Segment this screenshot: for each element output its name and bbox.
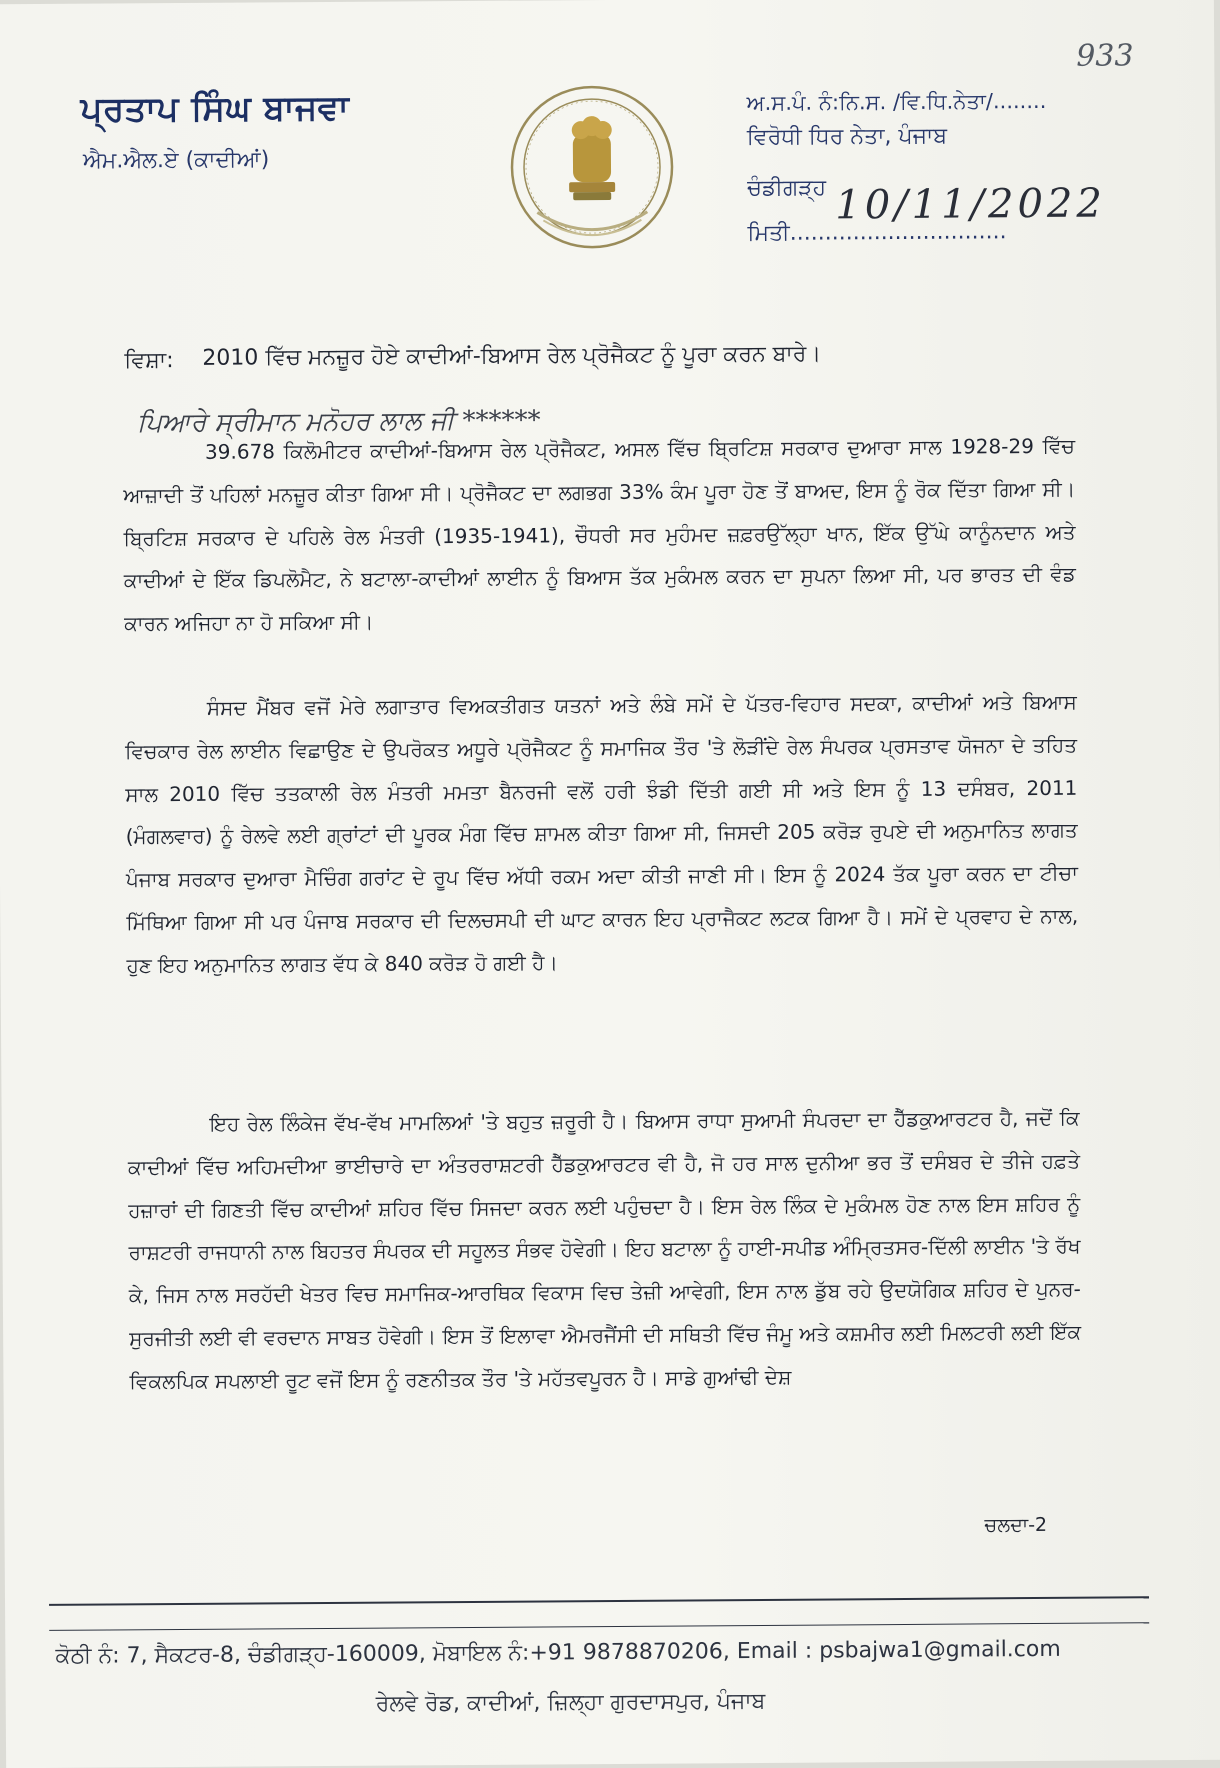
subject-label: ਵਿਸ਼ਾ:: [124, 348, 174, 374]
sender-title: ਐਮ.ਐਲ.ਏ (ਕਾਦੀਆਂ): [82, 147, 270, 174]
subject-text: 2010 ਵਿੱਚ ਮਨਜ਼ੂਰ ਹੋਏ ਕਾਦੀਆਂ-ਬਿਆਸ ਰੇਲ ਪ੍ਰੋਜੈਕਟ ਨੂੰ ਪੂਰਾ ਕਰਨ ਬਾਰੇ।: [202, 341, 822, 371]
body-paragraph-1: 39.678 ਕਿਲੋਮੀਟਰ ਕਾਦੀਆਂ-ਬਿਆਸ ਰੇਲ ਪ੍ਰੋਜੈਕਟ, ਅਸਲ ਵਿੱਚ ਬ੍ਰਿਟਿਸ਼ ਸਰਕਾਰ ਦੁਆਰਾ ਸਾਲ 1928-29 ਵਿੱਚ ਆਜ਼ਾਦੀ ਤੋਂ ਪਹਿਲਾਂ ਮਨਜ਼ੂਰ ਕੀਤਾ ਗਿਆ ਸੀ। ਪ੍ਰੋਜੈਕਟ ਦਾ ਲਗਭਗ 33% ਕੰਮ ਪੂਰਾ ਹੋਣ ਤੋਂ ਬਾਅਦ, ਇਸ ਨੂੰ ਰੋਕ ਦਿੱਤਾ ਗਿਆ ਸੀ। ਬ੍ਰਿਟਿਸ਼ ਸਰਕਾਰ ਦੇ ਪਹਿਲੇ ਰੇਲ ਮੰਤਰੀ (1935-1941), ਚੌਧਰੀ ਸਰ ਮੁਹੰਮਦ ਜ਼ਫ਼ਰਉੱਲ੍ਹਾ ਖਾਨ, ਇੱਕ ਉੱਘੇ ਕਾਨੂੰਨਦਾਨ ਅਤੇ ਕਾਦੀਆਂ ਦੇ ਇੱਕ ਡਿਪਲੋਮੈਟ, ਨੇ ਬਟਾਲਾ-ਕਾਦੀਆਂ ਲਾਈਨ ਨੂੰ ਬਿਆਸ ਤੱਕ ਮੁਕੰਮਲ ਕਰਨ ਦਾ ਸੁਪਨਾ ਲਿਆ ਸੀ, ਪਰ ਭਾਰਤ ਦੀ ਵੰਡ ਕਾਰਨ ਅਜਿਹਾ ਨਾ ਹੋ ਸਕਿਆ ਸੀ।: [123, 433, 1076, 636]
handwritten-salutation: ਪਿਆਰੇ ਸ੍ਰੀਮਾਨ ਮਨੋਹਰ ਲਾਲ ਜੀ ******: [136, 405, 541, 439]
state-emblem-seal-icon: [506, 82, 677, 253]
continued-marker: ਚਲਦਾ-2: [984, 1513, 1048, 1537]
body-paragraph-2: ਸੰਸਦ ਮੈਂਬਰ ਵਜੋਂ ਮੇਰੇ ਲਗਾਤਾਰ ਵਿਅਕਤੀਗਤ ਯਤਨਾਂ ਅਤੇ ਲੰਬੇ ਸਮੇਂ ਦੇ ਪੱਤਰ-ਵਿਹਾਰ ਸਦਕਾ, ਕਾਦੀਆਂ ਅਤੇ ਬਿਆਸ ਵਿਚਕਾਰ ਰੇਲ ਲਾਈਨ ਵਿਛਾਉਣ ਦੇ ਉਪਰੋਕਤ ਅਧੂਰੇ ਪ੍ਰੋਜੈਕਟ ਨੂੰ ਸਮਾਜਿਕ ਤੌਰ 'ਤੇ ਲੋੜੀਂਦੇ ਰੇਲ ਸੰਪਰਕ ਪ੍ਰਸਤਾਵ ਯੋਜਨਾ ਦੇ ਤਹਿਤ ਸਾਲ 2010 ਵਿੱਚ ਤਤਕਾਲੀ ਰੇਲ ਮੰਤਰੀ ਮਮਤਾ ਬੈਨਰਜੀ ਵਲੋਂ ਹਰੀ ਝੰਡੀ ਦਿੱਤੀ ਗਈ ਸੀ ਅਤੇ ਇਸ ਨੂੰ 13 ਦਸੰਬਰ, 2011 (ਮੰਗਲਵਾਰ) ਨੂੰ ਰੇਲਵੇ ਲਈ ਗ੍ਰਾਂਟਾਂ ਦੀ ਪੂਰਕ ਮੰਗ ਵਿੱਚ ਸ਼ਾਮਲ ਕੀਤਾ ਗਿਆ ਸੀ, ਜਿਸਦੀ 205 ਕਰੋੜ ਰੁਪਏ ਦੀ ਅਨੁਮਾਨਿਤ ਲਾਗਤ ਪੰਜਾਬ ਸਰਕਾਰ ਦੁਆਰਾ ਮੈਚਿੰਗ ਗਰਾਂਟ ਦੇ ਰੂਪ ਵਿੱਚ ਅੱਧੀ ਰਕਮ ਅਦਾ ਕੀਤੀ ਜਾਣੀ ਸੀ। ਇਸ ਨੂੰ 2024 ਤੱਕ ਪੂਰਾ ਕਰਨ ਦਾ ਟੀਚਾ ਮਿੱਥਿਆ ਗਿਆ ਸੀ ਪਰ ਪੰਜਾਬ ਸਰਕਾਰ ਦੀ ਦਿਲਚਸਪੀ ਦੀ ਘਾਟ ਕਾਰਨ ਇਹ ਪ੍ਰਾਜੈਕਟ ਲਟਕ ਗਿਆ ਹੈ। ਸਮੇਂ ਦੇ ਪ੍ਰਵਾਹ ਦੇ ਨਾਲ, ਹੁਣ ਇਹ ਅਨੁਮਾਨਿਤ ਲਾਗਤ ਵੱਧ ਕੇ 840 ਕਰੋੜ ਹੋ ਗਈ ਹੈ।: [124, 689, 1079, 978]
date-label: ਮਿਤੀ...............................: [747, 219, 1007, 247]
handwritten-date: 10/11/2022: [835, 180, 1106, 229]
reference-number: 933: [1076, 38, 1134, 74]
footer-location: ਰੇਲਵੇ ਰੋਡ, ਕਾਦੀਆਂ, ਜ਼ਿਲ੍ਹਾ ਗੁਰਦਾਸਪੁਰ, ਪੰਜਾਬ: [375, 1688, 766, 1717]
body-paragraph-3: ਇਹ ਰੇਲ ਲਿੰਕੇਜ ਵੱਖ-ਵੱਖ ਮਾਮਲਿਆਂ 'ਤੇ ਬਹੁਤ ਜ਼ਰੂਰੀ ਹੈ। ਬਿਆਸ ਰਾਧਾ ਸੁਆਮੀ ਸੰਪਰਦਾ ਦਾ ਹੈੱਡਕੁਆਰਟਰ ਹੈ, ਜਦੋਂ ਕਿ ਕਾਦੀਆਂ ਵਿੱਚ ਅਹਿਮਦੀਆ ਭਾਈਚਾਰੇ ਦਾ ਅੰਤਰਰਾਸ਼ਟਰੀ ਹੈੱਡਕੁਆਰਟਰ ਵੀ ਹੈ, ਜੋ ਹਰ ਸਾਲ ਦੁਨੀਆ ਭਰ ਤੋਂ ਦਸੰਬਰ ਦੇ ਤੀਜੇ ਹਫ਼ਤੇ ਹਜ਼ਾਰਾਂ ਦੀ ਗਿਣਤੀ ਵਿੱਚ ਕਾਦੀਆਂ ਸ਼ਹਿਰ ਵਿੱਚ ਸਿਜਦਾ ਕਰਨ ਲਈ ਪਹੁੰਚਦਾ ਹੈ। ਇਸ ਰੇਲ ਲਿੰਕ ਦੇ ਮੁਕੰਮਲ ਹੋਣ ਨਾਲ ਇਸ ਸ਼ਹਿਰ ਨੂੰ ਰਾਸ਼ਟਰੀ ਰਾਜਧਾਨੀ ਨਾਲ ਬਿਹਤਰ ਸੰਪਰਕ ਦੀ ਸਹੂਲਤ ਸੰਭਵ ਹੋਵੇਗੀ। ਇਹ ਬਟਾਲਾ ਨੂੰ ਹਾਈ-ਸਪੀਡ ਅੰਮ੍ਰਿਤਸਰ-ਦਿੱਲੀ ਲਾਈਨ 'ਤੇ ਰੱਖ ਕੇ, ਜਿਸ ਨਾਲ ਸਰਹੱਦੀ ਖੇਤਰ ਵਿਚ ਸਮਾਜਿਕ-ਆਰਥਿਕ ਵਿਕਾਸ ਵਿਚ ਤੇਜ਼ੀ ਆਵੇਗੀ, ਇਸ ਨਾਲ ਡੁੱਬ ਰਹੇ ਉਦਯੋਗਿਕ ਸ਼ਹਿਰ ਦੇ ਪੁਨਰ-ਸੁਰਜੀਤੀ ਲਈ ਵੀ ਵਰਦਾਨ ਸਾਬਤ ਹੋਵੇਗੀ। ਇਸ ਤੋਂ ਇਲਾਵਾ ਐਮਰਜੈਂਸੀ ਦੀ ਸਥਿਤੀ ਵਿੱਚ ਜੰਮੂ ਅਤੇ ਕਸ਼ਮੀਰ ਲਈ ਮਿਲਟਰੀ ਲਈ ਇੱਕ ਵਿਕਲਪਿਕ ਸਪਲਾਈ ਰੂਟ ਵਜੋਂ ਇਸ ਨੂੰ ਰਣਨੀਤਕ ਤੌਰ 'ਤੇ ਮਹੱਤਵਪੂਰਨ ਹੈ। ਸਾਡੇ ਗੁਆਂਢੀ ਦੇਸ਼: [127, 1105, 1082, 1394]
reference-line: ਅ.ਸ.ਪੰ. ਨੰ:ਨਿ.ਸ. /ਵਿ.ਧਿ.ਨੇਤਾ/........: [746, 88, 1047, 116]
city-name: ਚੰਡੀਗੜ੍ਹ: [747, 175, 827, 202]
office-designation: ਵਿਰੋਧੀ ਧਿਰ ਨੇਤਾ, ਪੰਜਾਬ: [746, 123, 948, 151]
footer-divider: [49, 1596, 1149, 1606]
sender-name: ਪ੍ਰਤਾਪ ਸਿੰਘ ਬਾਜਵਾ: [80, 87, 350, 130]
footer-divider-secondary: [49, 1622, 1149, 1631]
footer-address: ਕੋਠੀ ਨੰ: 7, ਸੈਕਟਰ-8, ਚੰਡੀਗੜ੍ਹ-160009, ਮੋਬਾਇਲ ਨੰ:+91 9878870206, Email : psbajwa1@gmail.com: [55, 1636, 1061, 1669]
